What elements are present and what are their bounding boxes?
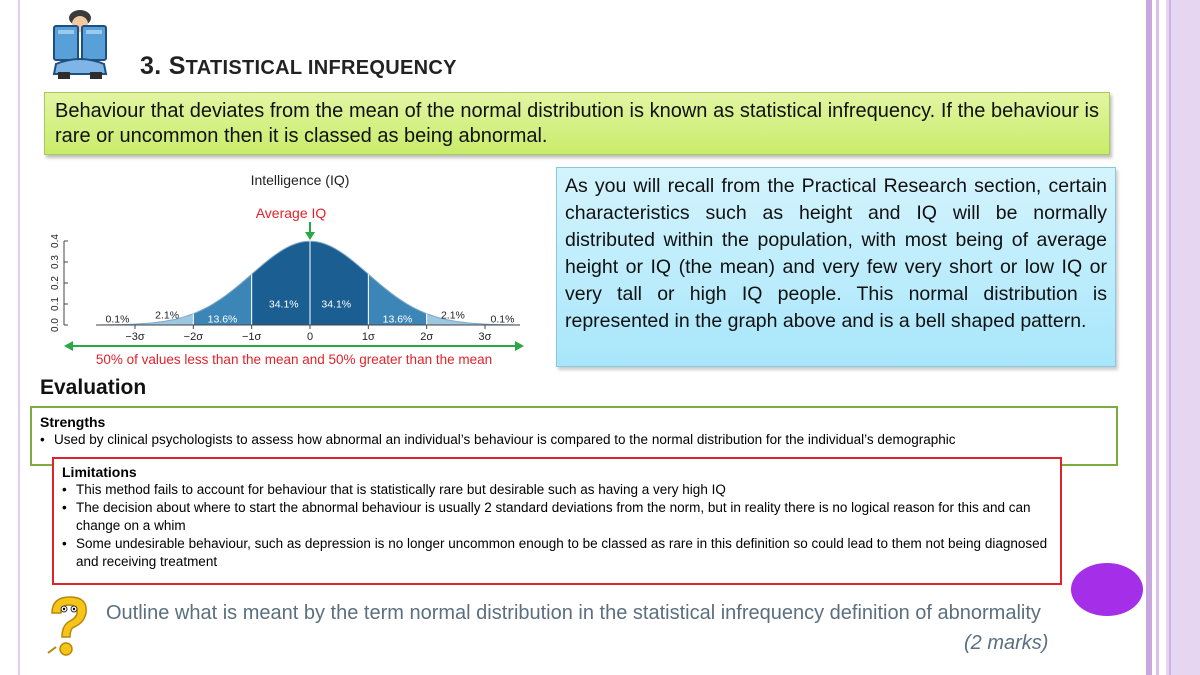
right-decorative-stripes xyxy=(1144,0,1200,675)
x-tick-label: −2σ xyxy=(183,331,204,343)
distribution-split-caption: 50% of values less than the mean and 50% greater than the mean xyxy=(95,352,493,367)
y-axis xyxy=(50,234,68,332)
region-percentage-label: 13.6% xyxy=(207,313,238,326)
limitations-heading: Limitations xyxy=(62,464,137,480)
region-percentage-label: 34.1% xyxy=(268,298,299,311)
region-percentage-label: 0.1% xyxy=(490,313,515,326)
title-rest: TATISTICAL INFREQUENCY xyxy=(185,57,457,79)
region-percentage-label: 13.6% xyxy=(382,313,413,326)
region-percentage-label: 2.1% xyxy=(155,309,180,322)
x-tick-label: 3σ xyxy=(478,331,492,343)
region-percentage-label: 34.1% xyxy=(321,298,352,311)
evaluation-heading: Evaluation xyxy=(40,376,147,399)
average-iq-label: Average IQ xyxy=(255,205,327,221)
arrow-head xyxy=(305,232,315,240)
limitation-item xyxy=(62,481,1052,499)
question-marks: (2 marks) xyxy=(964,632,1049,654)
bullet-icon: • xyxy=(62,500,67,515)
region-percentage-label: 2.1% xyxy=(440,309,465,322)
title-first-letter: 3. S xyxy=(140,52,186,80)
y-tick-label: 0.0 xyxy=(50,318,61,332)
region-percentage-label: 0.1% xyxy=(105,313,130,326)
strengths-heading: Strengths xyxy=(40,414,106,430)
bullet-icon: • xyxy=(40,432,45,447)
bullet-icon: • xyxy=(62,482,67,497)
distribution-region xyxy=(252,241,310,325)
bullet-icon: • xyxy=(62,536,67,551)
distribution-region xyxy=(310,241,368,325)
x-tick-label: −3σ xyxy=(125,331,145,343)
recall-info-box xyxy=(556,167,1116,367)
limitation-item xyxy=(62,535,1052,571)
reading-person-icon xyxy=(44,8,116,82)
exam-question: Outline what is meant by the term normal distribution in the statistical infrequency definition of abnormality xyxy=(106,602,1041,624)
question-mark-character-icon xyxy=(44,593,92,663)
chart-title: Intelligence (IQ) xyxy=(250,172,350,188)
x-tick-label: 0 xyxy=(306,331,314,343)
y-tick-label: 0.1 xyxy=(50,297,61,311)
purple-oval-shape xyxy=(1071,563,1143,616)
definition-text: Behaviour that deviates from the mean of the normal distribution is known as statistical infrequency. If the behaviour is rare or uncommon then it is classed as being abnormal. xyxy=(55,100,1099,147)
strength-item xyxy=(40,431,1108,449)
x-tick-label: 2σ xyxy=(420,331,434,343)
slide-title xyxy=(140,52,457,81)
y-tick-label: 0.3 xyxy=(50,255,61,269)
y-tick-label: 0.4 xyxy=(50,234,61,248)
recall-text: As you will recall from the Practical Research section, certain characteristics such as height and IQ will be normally distributed within the population, with most being of average height or IQ (the mean) and very few very short or low IQ or very tall or high IQ people. This normal distribution is represented in the graph above and is a bell shaped pattern. xyxy=(565,175,1107,332)
normal-distribution-chart xyxy=(40,165,540,375)
limitation-item-text: Some undesirable behaviour, such as depression is no longer uncommon enough to be classed as rare in this definition so could lead to them not being diagnosed and receiving treatment xyxy=(76,536,1048,569)
left-decorative-line xyxy=(18,0,20,675)
x-tick-label: 1σ xyxy=(361,331,375,343)
y-tick-label: 0.2 xyxy=(50,276,61,290)
x-axis xyxy=(96,325,520,343)
strength-item-text: Used by clinical psychologists to assess how abnormal an individual’s behaviour is compared to the normal distribution for the individual’s demographic xyxy=(54,432,956,447)
limitation-item-text: The decision about where to start the abnormal behaviour is usually 2 standard deviations from the norm, but in reality there is no logical reason for this and can change on a whim xyxy=(76,500,1031,533)
average-iq-arrow-icon xyxy=(305,222,315,240)
range-arrow-head-right xyxy=(515,341,524,351)
x-tick-label: −1σ xyxy=(241,331,262,343)
limitations-box xyxy=(52,457,1062,585)
limitation-item xyxy=(62,499,1052,535)
definition-box xyxy=(44,92,1110,155)
limitation-item-text: This method fails to account for behaviour that is statistically rare but desirable such as having a very high IQ xyxy=(76,482,726,497)
range-arrow-head-left xyxy=(64,341,73,351)
